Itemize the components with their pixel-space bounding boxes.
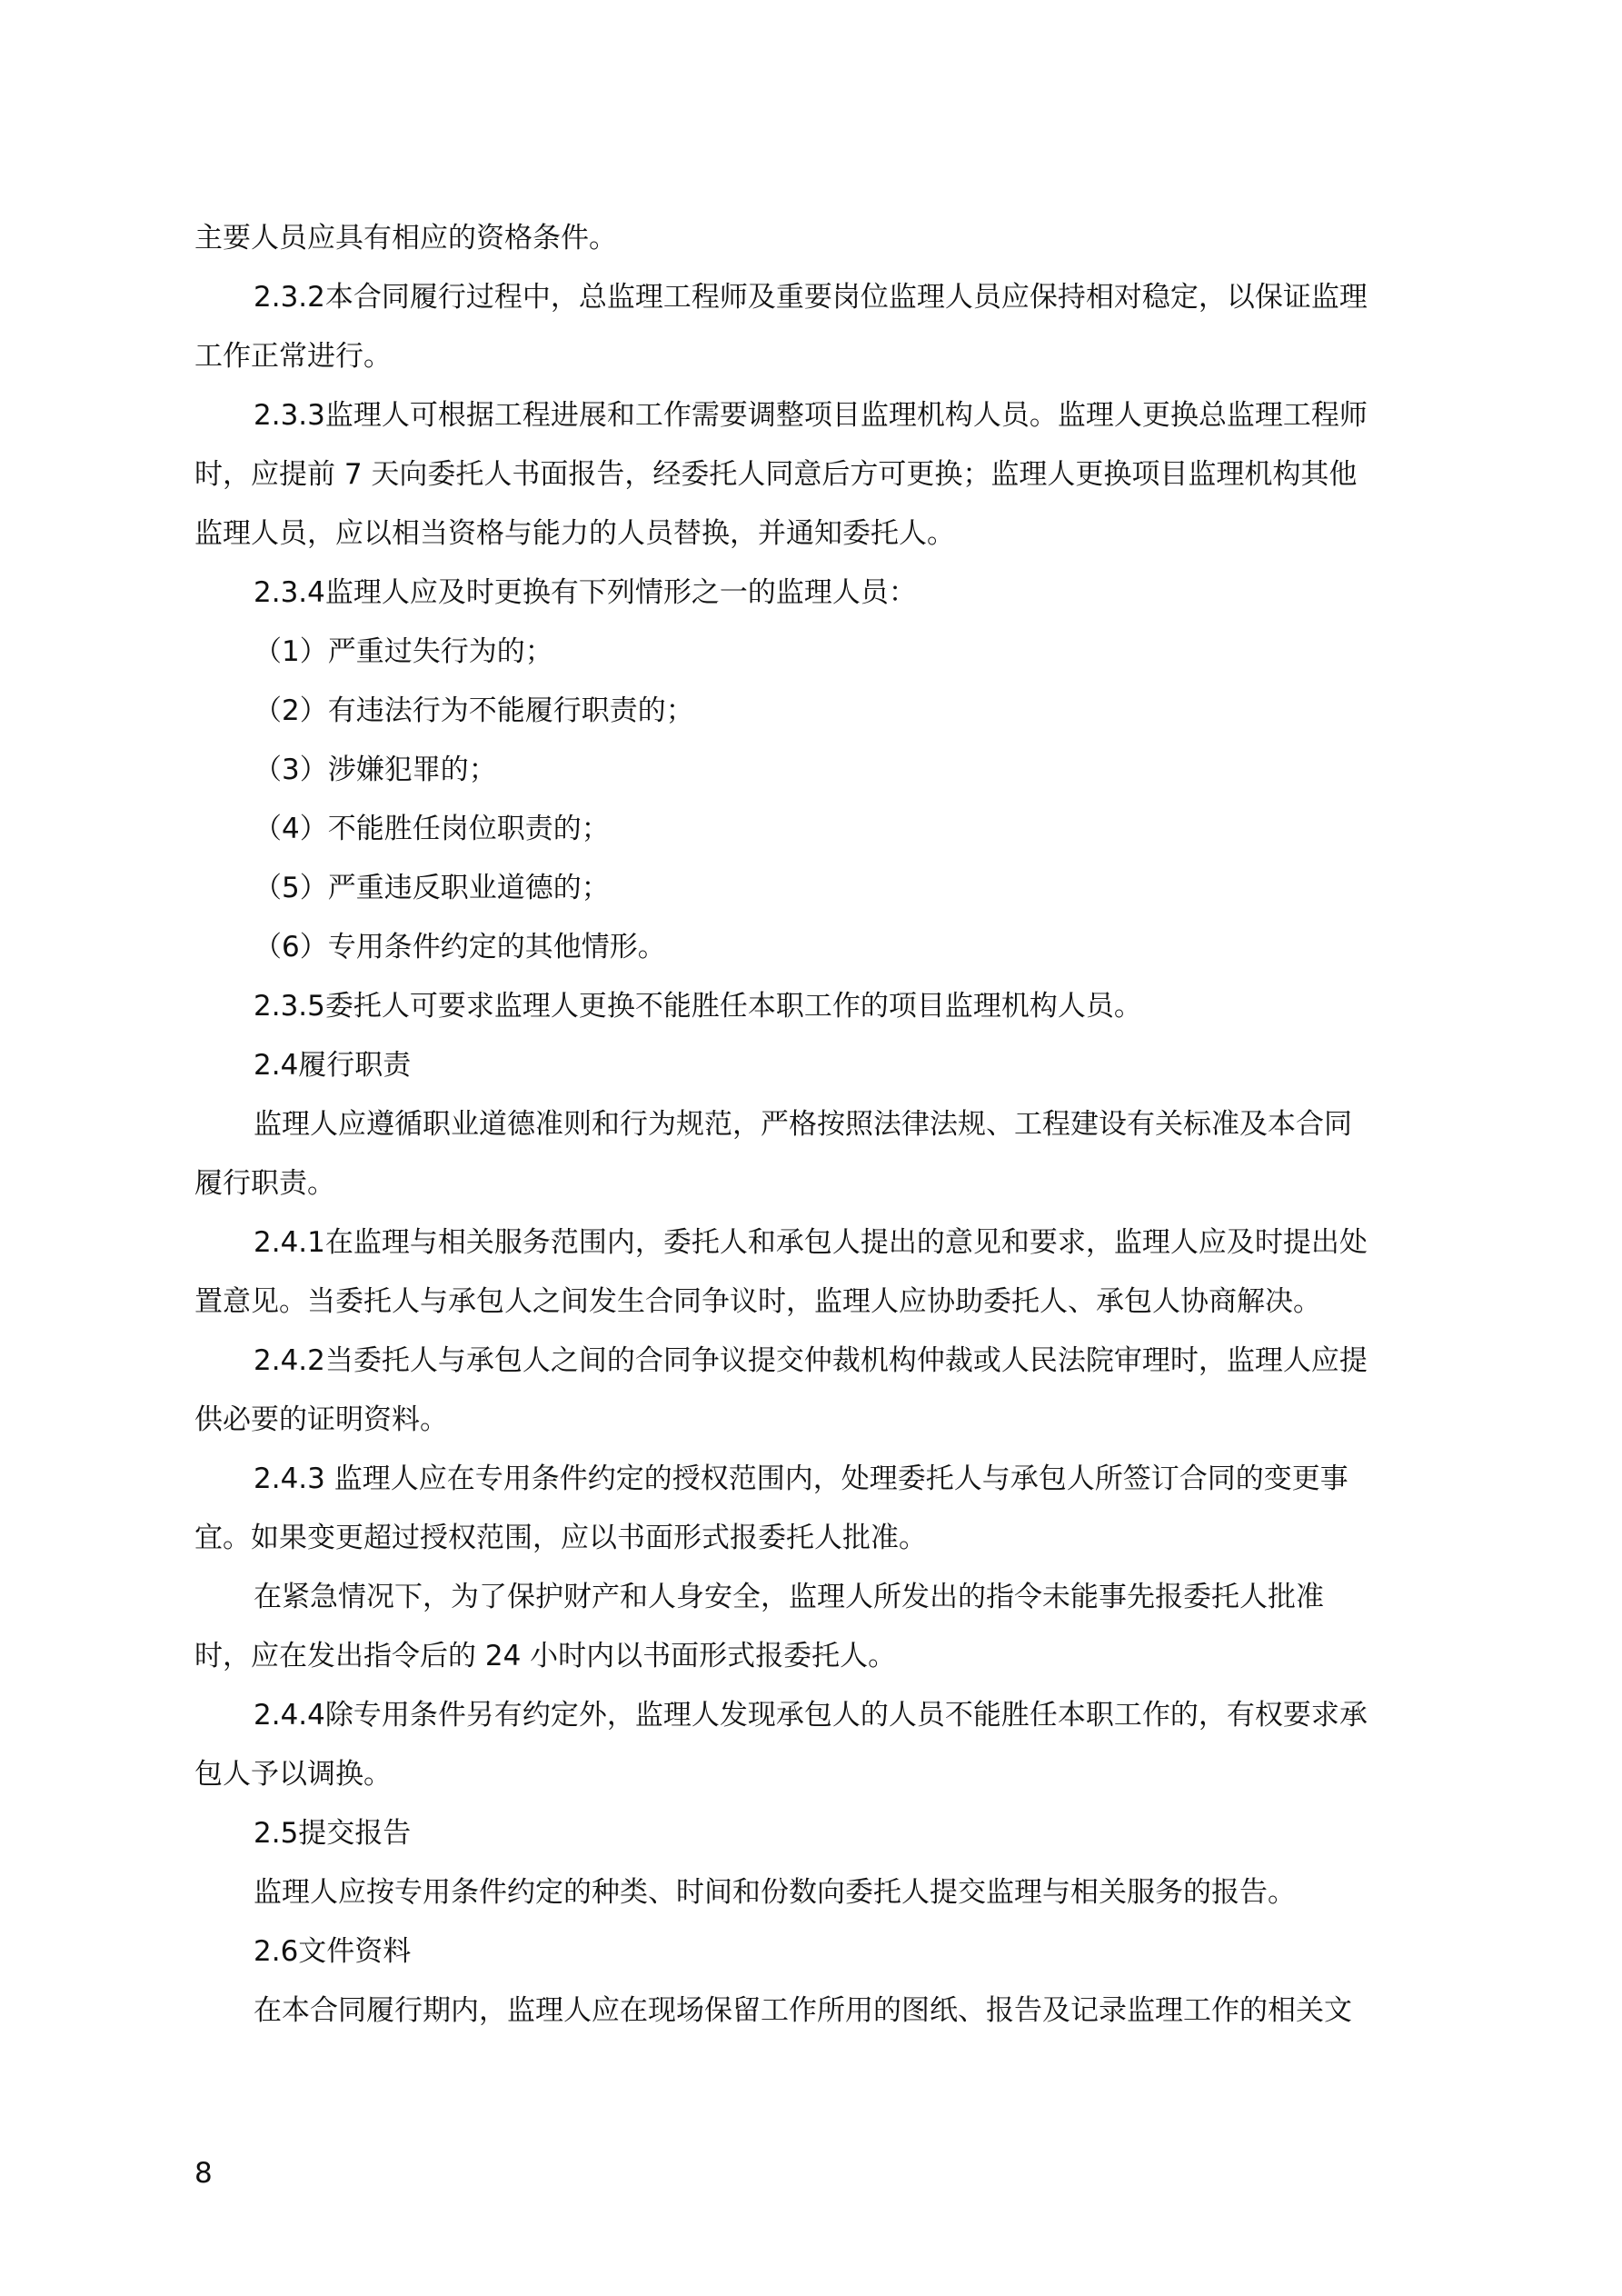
text-line: 2.4.2当委托人与承包人之间的合同争议提交仲裁机构仲裁或人民法院审理时，监理人应提 <box>254 1344 1368 1377</box>
text-line: 置意见。当委托人与承包人之间发生合同争议时，监理人应协助委托人、承包人协商解决。 <box>194 1285 1321 1318</box>
text-line: 监理人应按专用条件约定的种类、时间和份数向委托人提交监理与相关服务的报告。 <box>254 1876 1296 1909</box>
section-heading: 2.5提交报告 <box>254 1817 412 1850</box>
text-line: 时，应在发出指令后的 24 小时内以书面形式报委托人。 <box>194 1640 897 1672</box>
text-line: 履行职责。 <box>194 1167 335 1200</box>
list-item: （3）涉嫌犯罪的； <box>254 754 497 786</box>
list-item: （5）严重违反职业道德的； <box>254 872 610 904</box>
text-line: 2.3.3监理人可根据工程进展和工作需要调整项目监理机构人员。监理人更换总监理工程师 <box>254 399 1368 432</box>
text-line: 2.4.3 监理人应在专用条件约定的授权范围内，处理委托人与承包人所签订合同的变更事 <box>254 1462 1348 1495</box>
list-item: （4）不能胜任岗位职责的； <box>254 813 610 845</box>
text-line: 主要人员应具有相应的资格条件。 <box>194 222 617 255</box>
text-line: 监理人应遵循职业道德准则和行为规范，严格按照法律法规、工程建设有关标准及本合同 <box>254 1108 1352 1141</box>
text-line: 2.3.5委托人可要求监理人更换不能胜任本职工作的项目监理机构人员。 <box>254 990 1142 1023</box>
text-line: 2.4.1在监理与相关服务范围内，委托人和承包人提出的意见和要求，监理人应及时提出处 <box>254 1226 1368 1259</box>
text-line: 包人予以调换。 <box>194 1758 392 1791</box>
text-line: 在紧急情况下，为了保护财产和人身安全，监理人所发出的指令未能事先报委托人批准 <box>254 1581 1324 1613</box>
section-heading: 2.6文件资料 <box>254 1935 412 1968</box>
list-item: （6）专用条件约定的其他情形。 <box>254 931 666 963</box>
text-line: 供必要的证明资料。 <box>194 1403 448 1436</box>
text-line: 2.3.4监理人应及时更换有下列情形之一的监理人员： <box>254 576 917 609</box>
list-item: （1）严重过失行为的； <box>254 635 553 668</box>
text-line: 时，应提前 7 天向委托人书面报告，经委托人同意后方可更换；监理人更换项目监理机构其他 <box>194 458 1358 491</box>
text-line: 2.3.2本合同履行过程中，总监理工程师及重要岗位监理人员应保持相对稳定，以保证监理 <box>254 281 1368 314</box>
list-item: （2）有违法行为不能履行职责的； <box>254 694 694 727</box>
document-body <box>194 209 1441 2041</box>
text-line: 宜。如果变更超过授权范围，应以书面形式报委托人批准。 <box>194 1522 927 1554</box>
page-number: 8 <box>194 2157 213 2190</box>
text-line: 监理人员，应以相当资格与能力的人员替换，并通知委托人。 <box>194 517 955 550</box>
text-line: 在本合同履行期内，监理人应在现场保留工作所用的图纸、报告及记录监理工作的相关文 <box>254 1994 1352 2027</box>
text-line: 工作正常进行。 <box>194 340 392 373</box>
section-heading: 2.4履行职责 <box>254 1049 412 1082</box>
text-line: 2.4.4除专用条件另有约定外，监理人发现承包人的人员不能胜任本职工作的，有权要求承 <box>254 1699 1368 1732</box>
